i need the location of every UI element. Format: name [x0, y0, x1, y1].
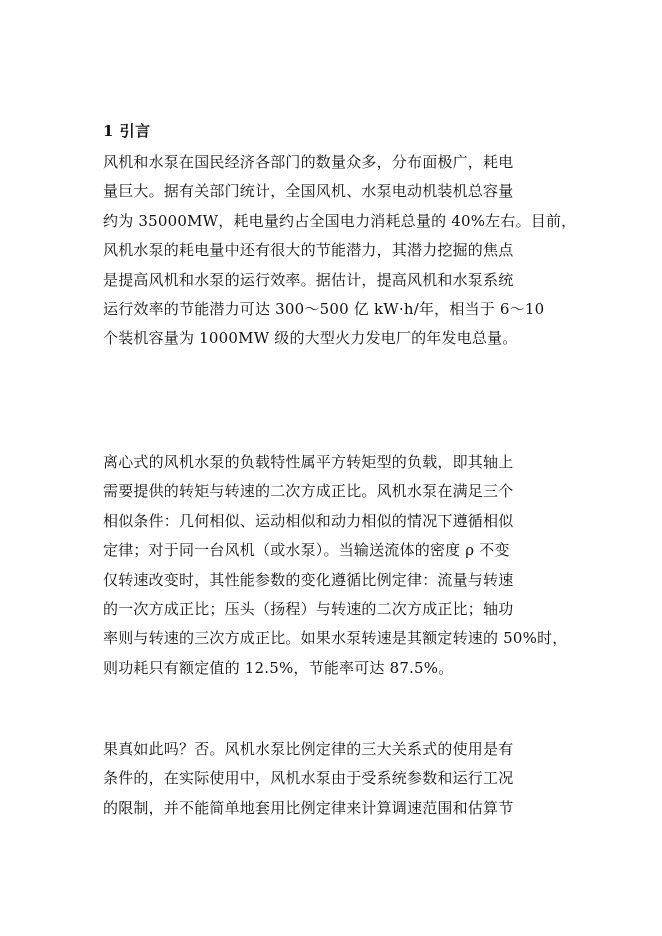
paragraph-intro: [103, 148, 576, 354]
text-line: 风机水泵的耗电量中还有很大的节能潜力，其潜力挖掘的焦点: [103, 241, 514, 260]
text-line: 率则与转速的三次方成正比。如果水泵转速是其额定转速的 50%时，: [103, 629, 568, 648]
text-line: 的一次方成正比；压头（扬程）与转速的二次方成正比；轴功: [103, 599, 514, 618]
text-line: 是提高风机和水泵的运行效率。据估计，提高风机和水泵系统: [103, 270, 514, 289]
text-line: 需要提供的转矩与转速的二次方成正比。风机水泵在满足三个: [103, 482, 514, 501]
text-line: 果真如此吗？否。风机水泵比例定律的三大关系式的使用是有: [103, 740, 514, 758]
paragraph-similarity-law: [103, 448, 568, 683]
paragraph-limitations: [103, 735, 513, 823]
text-line: 的限制，并不能简单地套用比例定律来计算调速范围和估算节: [103, 798, 514, 817]
text-line: 约为 35000MW，耗电量约占全国电力消耗总量的 40%左右。目前，: [103, 211, 577, 230]
text-line: 仅转速改变时，其性能参数的变化遵循比例定律：流量与转速: [103, 570, 514, 589]
text-line: 离心式的风机水泵的负载特性属平方转矩型的负载，即其轴上: [103, 453, 514, 471]
text-line: 条件的，在实际使用中，风机水泵由于受系统参数和运行工况: [103, 769, 514, 788]
text-line: 个装机容量为 1000MW 级的大型火力发电厂的年发电总量。: [103, 329, 518, 348]
section-heading: 1 引言: [103, 122, 151, 140]
text-line: 运行效率的节能潜力可达 300～500 亿 kW·h/年，相当于 6～10: [103, 299, 545, 318]
text-line: 量巨大。据有关部门统计，全国风机、水泵电动机装机总容量: [103, 182, 514, 201]
text-line: 则功耗只有额定值的 12.5%，节能率可达 87.5%。: [103, 658, 454, 677]
text-line: 风机和水泵在国民经济各部门的数量众多，分布面极广，耗电: [103, 153, 514, 171]
text-line: 相似条件：几何相似、运动相似和动力相似的情况下遵循相似: [103, 511, 514, 530]
text-line: 定律；对于同一台风机（或水泵）。当输送流体的密度 ρ 不变: [103, 541, 510, 560]
